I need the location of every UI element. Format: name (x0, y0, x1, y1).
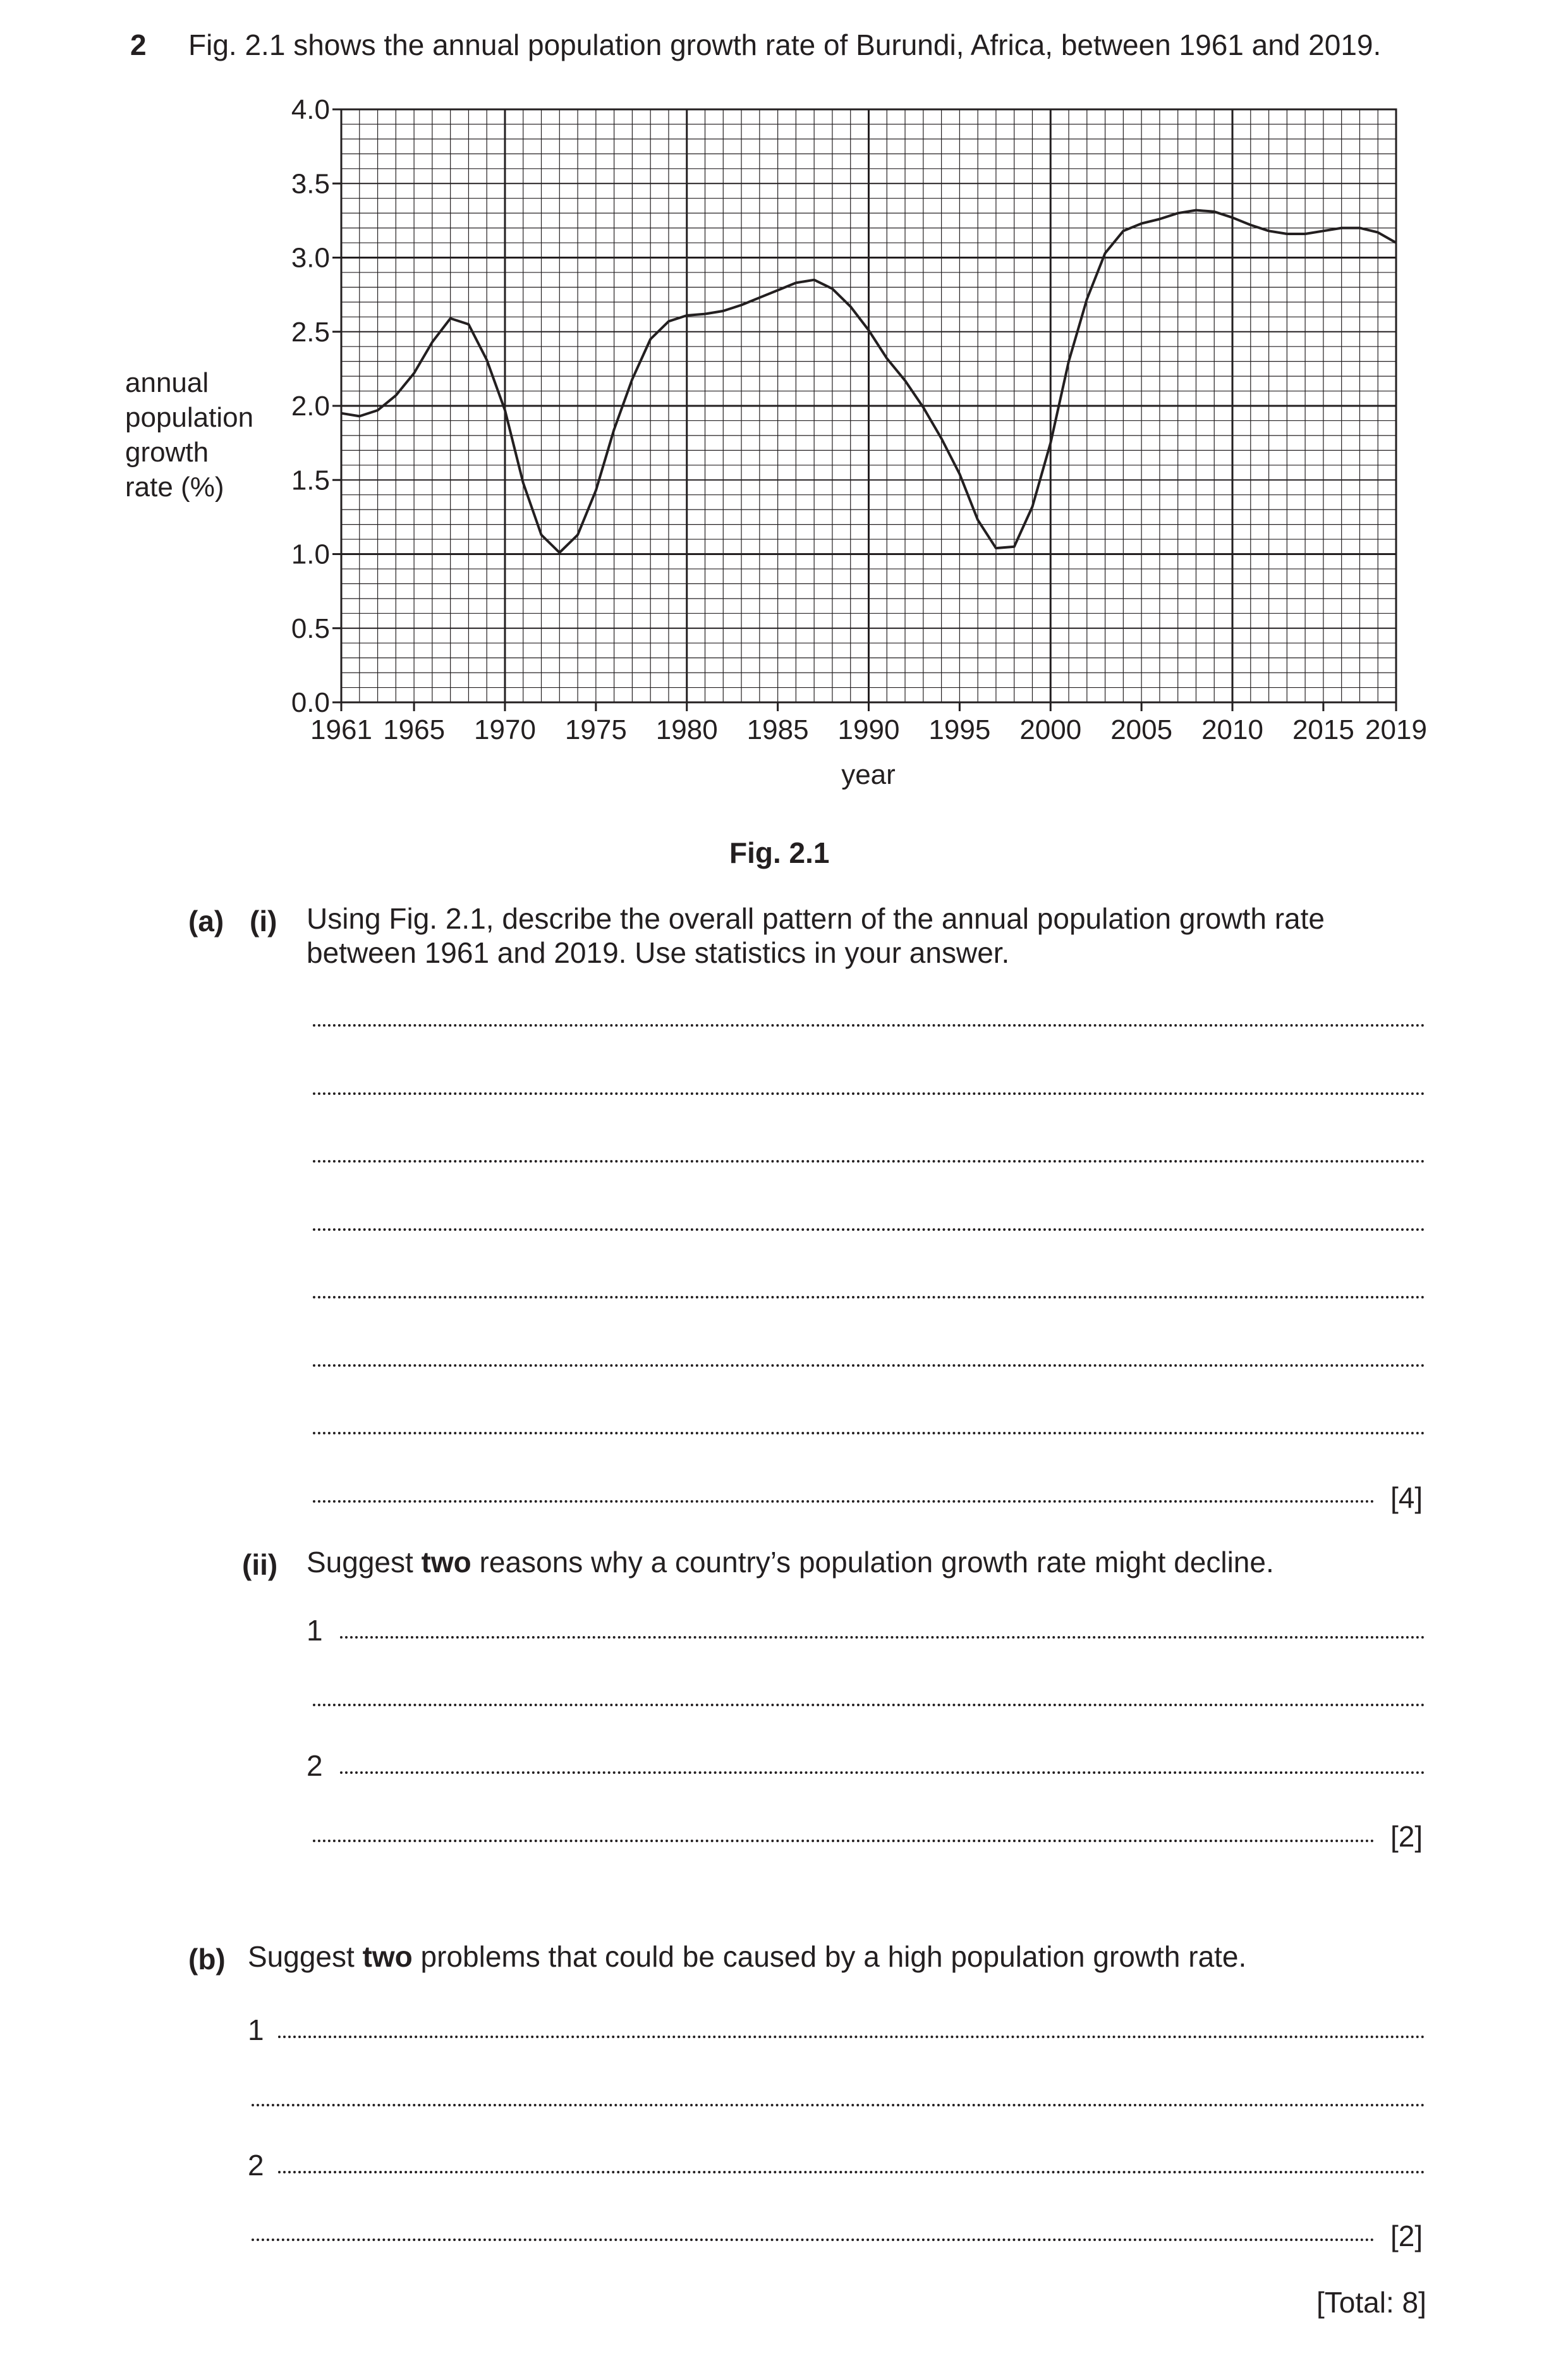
data-point (813, 279, 815, 281)
answer-line[interactable] (313, 1092, 1425, 1095)
answer-line[interactable] (313, 1228, 1425, 1231)
data-point (959, 473, 961, 475)
part-a-ii-question (307, 1545, 1274, 1579)
x-tick-label: 1985 (746, 714, 809, 745)
data-point (1286, 233, 1288, 235)
y-tick-label: 2.0 (291, 391, 330, 422)
data-point (631, 378, 633, 380)
data-point (1232, 217, 1234, 219)
answer-line[interactable] (313, 1024, 1425, 1027)
data-point (722, 310, 724, 312)
x-tick-label: 1970 (474, 714, 536, 745)
x-tick-label: 2010 (1201, 714, 1263, 745)
data-point (522, 482, 524, 484)
data-point (377, 410, 379, 412)
marks-b: [2] (1390, 2220, 1423, 2252)
answer-number: 2 (307, 1749, 323, 1782)
answer-line[interactable] (313, 1704, 1425, 1706)
answer-line[interactable] (313, 1432, 1425, 1434)
question-text: Suggest (307, 1546, 422, 1579)
x-tick-label: 1995 (928, 714, 991, 745)
answer-line[interactable] (252, 2104, 1425, 2106)
data-point (667, 321, 669, 322)
part-b-question (248, 1939, 1246, 1974)
x-tick-label: 2000 (1019, 714, 1082, 745)
x-tick-label: 1990 (837, 714, 900, 745)
answer-line[interactable] (340, 1771, 1425, 1774)
data-point (1377, 231, 1379, 233)
chart-tick-labels (291, 94, 1427, 745)
y-tick-label: 1.0 (291, 539, 330, 570)
answer-number: 1 (248, 2013, 264, 2046)
marks-a-ii: [2] (1390, 1820, 1423, 1853)
y-tick-label: 0.5 (291, 613, 330, 644)
answer-line[interactable] (313, 1500, 1375, 1503)
data-point (1141, 223, 1143, 224)
data-point (1013, 546, 1015, 547)
answer-line[interactable] (340, 1636, 1425, 1639)
question-text: Suggest (248, 1940, 363, 1973)
marks-a-i: [4] (1390, 1481, 1423, 1514)
data-point (1249, 224, 1251, 226)
data-point (1031, 506, 1033, 508)
data-point (504, 410, 506, 412)
y-tick-label: 3.5 (291, 168, 330, 200)
data-point (1177, 212, 1179, 214)
total-marks: [Total: 8] (1316, 2286, 1426, 2319)
data-point (358, 415, 360, 417)
data-point (1340, 227, 1342, 229)
answer-line[interactable] (278, 2171, 1425, 2173)
answer-line[interactable] (252, 2239, 1375, 2241)
data-point (1213, 211, 1215, 212)
data-point (1050, 442, 1052, 444)
data-point (1322, 230, 1324, 232)
x-tick-label: 1965 (383, 714, 446, 745)
data-point (1268, 230, 1270, 232)
x-tick-label: 2019 (1365, 714, 1427, 745)
answer-number: 2 (248, 2149, 264, 2182)
x-axis-label: year (841, 759, 896, 790)
y-tick-label: 0.0 (291, 687, 330, 718)
emphasis-two: two (362, 1940, 413, 1973)
data-point (922, 406, 924, 408)
y-tick-label: 4.0 (291, 94, 330, 125)
data-point (1068, 360, 1070, 362)
emphasis-two: two (421, 1546, 471, 1579)
data-point (1122, 230, 1124, 232)
data-point (777, 290, 779, 291)
part-a-i-question: Using Fig. 2.1, describe the overall pattern of the annual population growth rate between 1961 and 2019. Use statistics in your answer. (307, 902, 1325, 969)
y-tick-label: 3.0 (291, 242, 330, 274)
question-text: problems that could be caused by a high population growth rate. (412, 1940, 1247, 1973)
part-a-ii-label: (ii) (242, 1548, 278, 1581)
data-point (449, 317, 451, 319)
data-point (559, 552, 561, 554)
y-axis-label-line: rate (%) (125, 472, 224, 503)
answer-line[interactable] (313, 1840, 1375, 1842)
y-axis-label-line: population (125, 402, 254, 433)
question-number: 2 (130, 28, 147, 61)
answer-line[interactable] (313, 1296, 1425, 1298)
data-point (886, 357, 888, 359)
x-tick-label: 1975 (564, 714, 627, 745)
data-point (831, 288, 833, 290)
x-tick-label: 1980 (655, 714, 718, 745)
data-point (1104, 252, 1106, 254)
part-a-label: (a) (188, 905, 224, 938)
data-point (704, 313, 706, 315)
data-point (595, 489, 597, 491)
y-tick-label: 2.5 (291, 316, 330, 348)
data-point (995, 547, 997, 549)
data-point (486, 359, 488, 361)
answer-number: 1 (307, 1614, 323, 1647)
answer-line[interactable] (313, 1160, 1425, 1163)
x-tick-label: 1961 (310, 714, 372, 745)
data-point (940, 437, 942, 439)
data-point (1395, 242, 1397, 244)
y-axis-label-line: annual (125, 367, 209, 398)
data-point (795, 282, 797, 284)
population-growth-chart (0, 0, 1568, 797)
data-point (741, 304, 743, 306)
question-text: reasons why a country’s population growth rate might decline. (471, 1546, 1274, 1579)
data-point (686, 314, 688, 316)
data-point (1158, 218, 1160, 220)
data-point (395, 394, 397, 396)
data-point (1086, 298, 1088, 300)
data-point (431, 341, 433, 343)
data-point (977, 519, 979, 521)
data-point (540, 534, 542, 536)
data-point (650, 338, 652, 340)
data-point (468, 324, 470, 326)
data-point (849, 305, 851, 307)
y-tick-label: 1.5 (291, 465, 330, 496)
data-point (577, 534, 579, 536)
data-point (758, 296, 760, 298)
chart-ticks (332, 109, 1396, 711)
answer-line[interactable] (313, 1364, 1425, 1367)
question-intro: Fig. 2.1 shows the annual population growth rate of Burundi, Africa, between 1961 and 2019. (188, 28, 1382, 61)
data-point (904, 380, 906, 382)
data-point (868, 329, 870, 331)
part-b-label: (b) (188, 1943, 226, 1976)
data-point (613, 429, 615, 431)
data-point (413, 372, 415, 374)
data-point (1359, 227, 1361, 229)
data-point (341, 412, 343, 414)
figure-caption: Fig. 2.1 (729, 836, 830, 869)
x-tick-label: 2005 (1110, 714, 1173, 745)
data-point (1304, 233, 1306, 235)
answer-line[interactable] (278, 2036, 1425, 2038)
y-axis-label-line: growth (125, 437, 209, 468)
part-a-i-label: (i) (250, 905, 277, 938)
x-tick-label: 2015 (1292, 714, 1354, 745)
data-point (1195, 209, 1197, 211)
